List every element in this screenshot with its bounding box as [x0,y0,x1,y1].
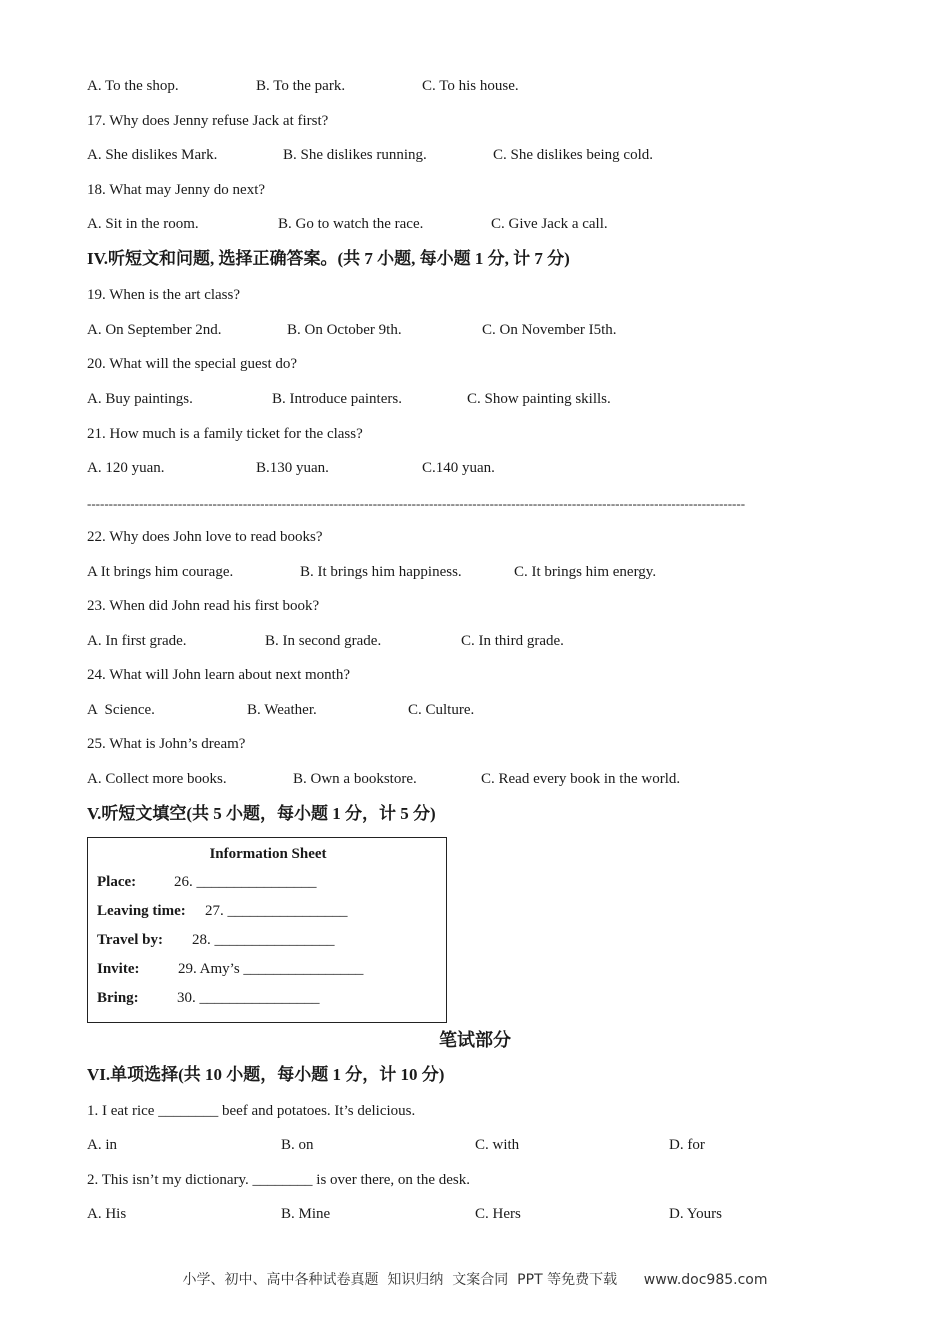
q18-option-c: C. Give Jack a call. [491,216,608,232]
q24-option-b: B. Weather. [247,702,317,718]
written-part-title: 笔试部分 [439,1030,511,1051]
info-row-invite [97,961,364,978]
q22-question: 22. Why does John love to read books? [87,529,323,545]
info-label: Invite: [97,961,140,977]
q21-question: 21. How much is a family ticket for the class? [87,426,363,442]
mc2-question: 2. This isn’t my dictionary. ________ is over there, on the desk. [87,1172,471,1188]
mc1-option-a: A. in [87,1137,117,1153]
q21-option-a: A. 120 yuan. [87,460,165,476]
q25-option-b: B. Own a bookstore. [293,771,417,787]
q25-option-c: C. Read every book in the world. [481,771,681,787]
dashed-divider: -------------------------------------------------------------------------------------------------------------------------------------------------------- [87,496,746,511]
q25-option-a: A. Collect more books. [87,771,227,787]
mc2-option-b: B. Mine [281,1206,331,1222]
info-blank: 27. ________________ [205,903,348,919]
info-sheet-title: Information Sheet [209,846,327,862]
mc2-option-d: D. Yours [669,1206,722,1222]
info-blank: 28. ________________ [192,932,335,948]
q22-option-a: A It brings him courage. [87,564,234,580]
q17-option-b: B. She dislikes running. [283,147,427,163]
q19-option-b: B. On October 9th. [287,322,402,338]
section6-heading: VI.单项选择(共 10 小题，每小题 1 分，计 10 分) [87,1065,445,1084]
info-label: Leaving time: [97,903,186,919]
mc1-option-c: C. with [475,1137,520,1153]
q24-option-c: C. Culture. [408,702,475,718]
q21-option-b: B.130 yuan. [256,460,329,476]
q20-option-c: C. Show painting skills. [467,391,611,407]
q17-question: 17. Why does Jenny refuse Jack at first? [87,113,329,129]
q22-option-b: B. It brings him happiness. [300,564,462,580]
q24-option-a: A Science. [87,702,155,718]
info-row-travel-by [97,932,335,949]
q23-option-b: B. In second grade. [265,633,382,649]
q20-option-a: A. Buy paintings. [87,391,193,407]
q18-option-b: B. Go to watch the race. [278,216,424,232]
q19-question: 19. When is the art class? [87,287,241,303]
mc1-question: 1. I eat rice ________ beef and potatoes. It’s delicious. [87,1103,416,1119]
section4-heading: IV.听短文和问题, 选择正确答案。(共 7 小题, 每小题 1 分, 计 7 分) [87,249,570,268]
mc2-option-a: A. His [87,1206,127,1222]
info-blank: 26. ________________ [174,874,317,890]
information-sheet [87,837,447,1023]
q20-question: 20. What will the special guest do? [87,356,298,372]
q19-option-c: C. On November I5th. [482,322,617,338]
q19-option-a: A. On September 2nd. [87,322,222,338]
q22-option-c: C. It brings him energy. [514,564,657,580]
q17-option-a: A. She dislikes Mark. [87,147,218,163]
q18-question: 18. What may Jenny do next? [87,182,266,198]
section5-heading: V.听短文填空(共 5 小题，每小题 1 分，计 5 分) [87,804,436,823]
info-label: Travel by: [97,932,163,948]
q23-question: 23. When did John read his first book? [87,598,320,614]
q18-option-a: A. Sit in the room. [87,216,199,232]
q16-option-c: C. To his house. [422,78,519,94]
q20-option-b: B. Introduce painters. [272,391,402,407]
mc2-option-c: C. Hers [475,1206,521,1222]
q23-option-a: A. In first grade. [87,633,187,649]
info-blank: 29. Amy’s ________________ [178,961,364,977]
q23-option-c: C. In third grade. [461,633,564,649]
q25-question: 25. What is John’s dream? [87,736,246,752]
q17-option-c: C. She dislikes being cold. [493,147,653,163]
mc1-option-d: D. for [669,1137,705,1153]
info-row-leaving-time [97,903,348,920]
info-label: Bring: [97,990,139,1006]
q24-question: 24. What will John learn about next month? [87,667,351,683]
q21-option-c: C.140 yuan. [422,460,495,476]
info-row-place [97,874,317,891]
q16-option-b: B. To the park. [256,78,346,94]
info-blank: 30. ________________ [177,990,320,1006]
info-label: Place: [97,874,137,890]
info-row-bring [97,990,320,1007]
mc1-option-b: B. on [281,1137,314,1153]
page-footer: 小学、初中、高中各种试卷真题 知识归纳 文案合同 PPT 等免费下载 www.doc985.com [182,1272,768,1288]
q16-option-a: A. To the shop. [87,78,179,94]
